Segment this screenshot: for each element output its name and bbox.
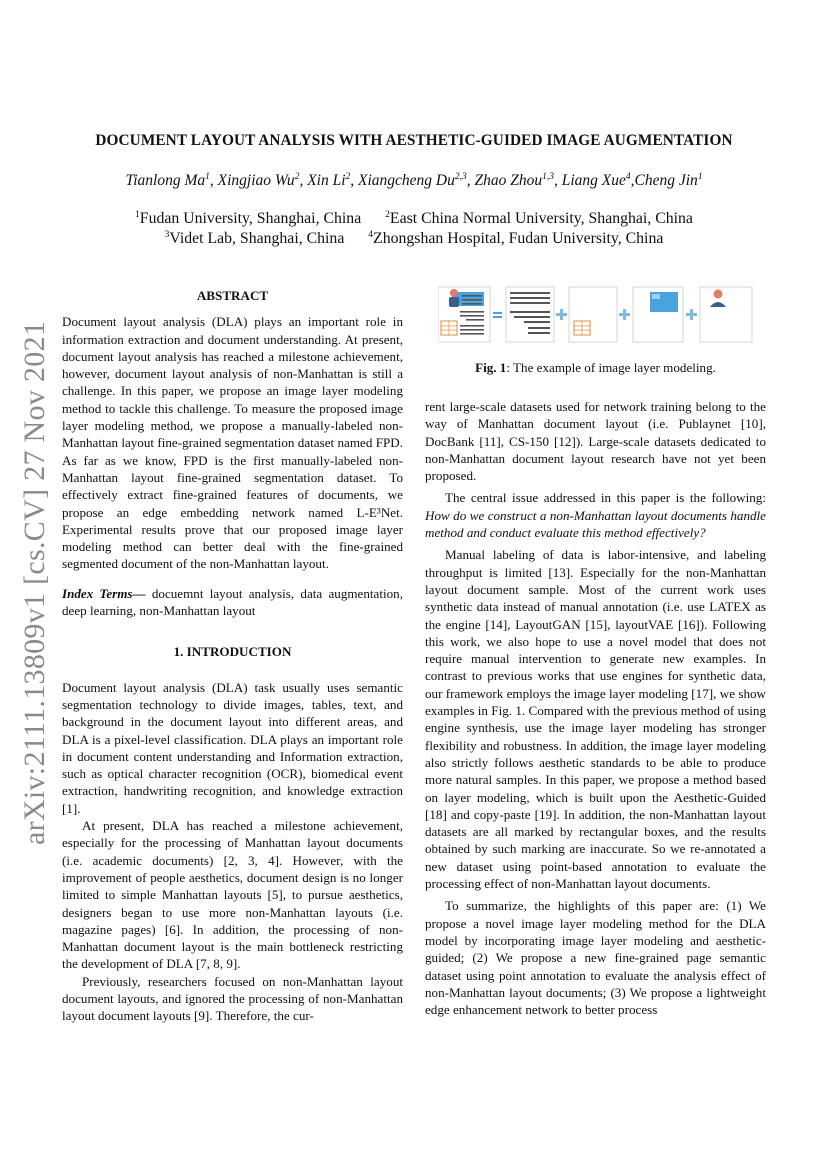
affiliation: $^3$Videt Lab, Shanghai, China bbox=[164, 230, 345, 247]
affiliations-row-1 bbox=[0, 210, 828, 228]
person-icon bbox=[714, 290, 723, 299]
paper-title: DOCUMENT LAYOUT ANALYSIS WITH AESTHETIC-GUIDED IMAGE AUGMENTATION bbox=[95, 132, 733, 149]
introduction-heading: 1. INTRODUCTION bbox=[173, 644, 292, 660]
index-terms: Index Terms— docuemnt layout analysis, data augmentation, deep learning, non-Manhattan layout bbox=[62, 585, 403, 619]
affiliation: $^2$East China Normal University, Shanghai, China bbox=[385, 210, 693, 227]
figure-1-image-layer-modeling bbox=[438, 285, 754, 347]
plus-icon bbox=[556, 309, 567, 320]
author: Xingjiao Wu bbox=[217, 172, 295, 189]
author: Xiangcheng Du bbox=[358, 172, 455, 189]
right-column bbox=[425, 398, 766, 1018]
plus-icon bbox=[686, 309, 697, 320]
figure-1-caption: Fig. 1: The example of image layer modeling. bbox=[475, 360, 716, 375]
right-paragraph-1: rent large-scale datasets used for network training belong to the way of Manhattan document layout (i.e. Publaynet [10], DocBank [11], CS-150 [12]). Large-scale datasets dedicated to non-Manhattan document layout research have not yet been proposed. bbox=[425, 399, 766, 484]
affiliation: $^4$Zhongshan Hospital, Fudan University, China bbox=[368, 230, 664, 247]
person-icon bbox=[450, 289, 458, 297]
right-paragraph-4: To summarize, the highlights of this paper are: (1) We propose a novel image layer modeling method for the DLA model by incorporating image layer modeling and aesthetic-guided; (2) We propose a new fine-grained page semantic dataset using point annotation to evaluate the analysis effect of non-Manhattan layout documents; (3) We propose a lightweight edge enhancement network to better process bbox=[425, 898, 766, 1018]
author: Cheng Jin bbox=[634, 172, 698, 189]
affiliations-row-2 bbox=[0, 230, 828, 248]
left-column bbox=[62, 287, 403, 1025]
author: Xin Li bbox=[307, 172, 346, 189]
abstract-heading: ABSTRACT bbox=[196, 288, 269, 303]
author-list: Tianlong Ma$^1$, Xingjiao Wu$^2$, Xin Li$^2$, Xiangcheng Du$^{2,3}$, Zhao Zhou$^{1,3}$, Liang Xue$^4$,Cheng Jin$^1$ bbox=[125, 172, 703, 189]
intro-paragraph-3: Previously, researchers focused on non-Manhattan layout document layouts, and ignored the processing of non-Manhattan layout document layouts [9]. Therefore, the cur- bbox=[62, 973, 403, 1024]
author: Zhao Zhou bbox=[474, 172, 543, 189]
right-paragraph-3: Manual labeling of data is labor-intensive, and labeling throughput is limited [13]. Especially for the non-Manhattan layout document sample. Most of the current work uses synthetic data instead of manual annotation (i.e. use LATEX as the engine [14], LayoutGAN [15], layoutVAE [16]). Following this work, we also hope to use a novel model that does not require manual intervention to generate new examples. In contrast to previous works that use engines for synthetic data, our framework employs the image layer modeling [17], we show examples in Fig. 1. Compared with the previous method of using engine synthesis, use the image layer modeling has stronger flexibility and robustness. In addition, the image layer modeling also strictly follows aesthetic standards to be able to produce more natural samples. In this paper, we propose a method based on layer modeling, which is built upon the Aesthetic-Guided [18] and copy-paste [19]. In addition, the non-Manhattan layout datasets are all marked by rectangular boxes, and the results obtained by such marking are inaccurate. So we re-annotated a new dataset using point-based annotation to evaluate the processing effect of non-Manhattan layout documents. bbox=[425, 547, 766, 892]
equals-icon bbox=[493, 312, 502, 314]
author: Tianlong Ma bbox=[125, 172, 206, 189]
person-layer-thumbnail bbox=[700, 287, 752, 342]
author: Liang Xue bbox=[561, 172, 626, 189]
arxiv-side-stamp: arXiv:2111.13809v1 [cs.CV] 27 Nov 2021 bbox=[18, 320, 51, 845]
right-paragraph-2: The central issue addressed in this paper is the following: How do we construct a non-Manhattan layout documents handle method and conduct evaluate this method effectively? bbox=[425, 490, 766, 541]
intro-paragraph-2: At present, DLA has reached a milestone achievement, especially for the processing of Manhattan layout documents (i.e. academic documents) [2, 3, 4]. However, with the improvement of people aesthetics, document design is no longer limited to simple Manhattan layouts [5], to pursue aesthetics, designers began to use more non-Manhattan layouts (i.e. magazine pages) [6]. In addition, the processing of non-Manhattan document layout is the main bottleneck restricting the development of DLA [7, 8, 9]. bbox=[62, 818, 403, 972]
abstract-text: Document layout analysis (DLA) plays an important role in information extraction and document understanding. At present, document layout analysis has reached a milestone achievement, however, document layout analysis of non-Manhattan is still a challenge. In this paper, we propose an image layer modeling method to tackle this challenge. To measure the proposed image layer modeling method, we propose a manually-labeled non-Manhattan layout fine-grained segmentation dataset named FPD. As far as we know, FPD is the first manually-labeled non-Manhattan layout fine-grained segmentation dataset. To effectively extract fine-grained features of documents, we propose an edge embedding network named L-E³Net. Experimental results prove that our proposed image layer modeling method can better deal with the fine-grained segmented document of the non-Manhattan layout. bbox=[62, 314, 403, 572]
affiliation: $^1$Fudan University, Shanghai, China bbox=[135, 210, 362, 227]
intro-paragraph-1: Document layout analysis (DLA) task usually uses semantic segmentation technology to divide images, tables, text, and background in the document layout into different areas, and DLA is a pixel-level classification. DLA plays an important role in document content understanding and Information extraction, such as optical character recognition (OCR), biomedical event extraction, handwriting recognition, and knowledge extraction [1]. bbox=[62, 679, 403, 816]
plus-icon bbox=[619, 309, 630, 320]
